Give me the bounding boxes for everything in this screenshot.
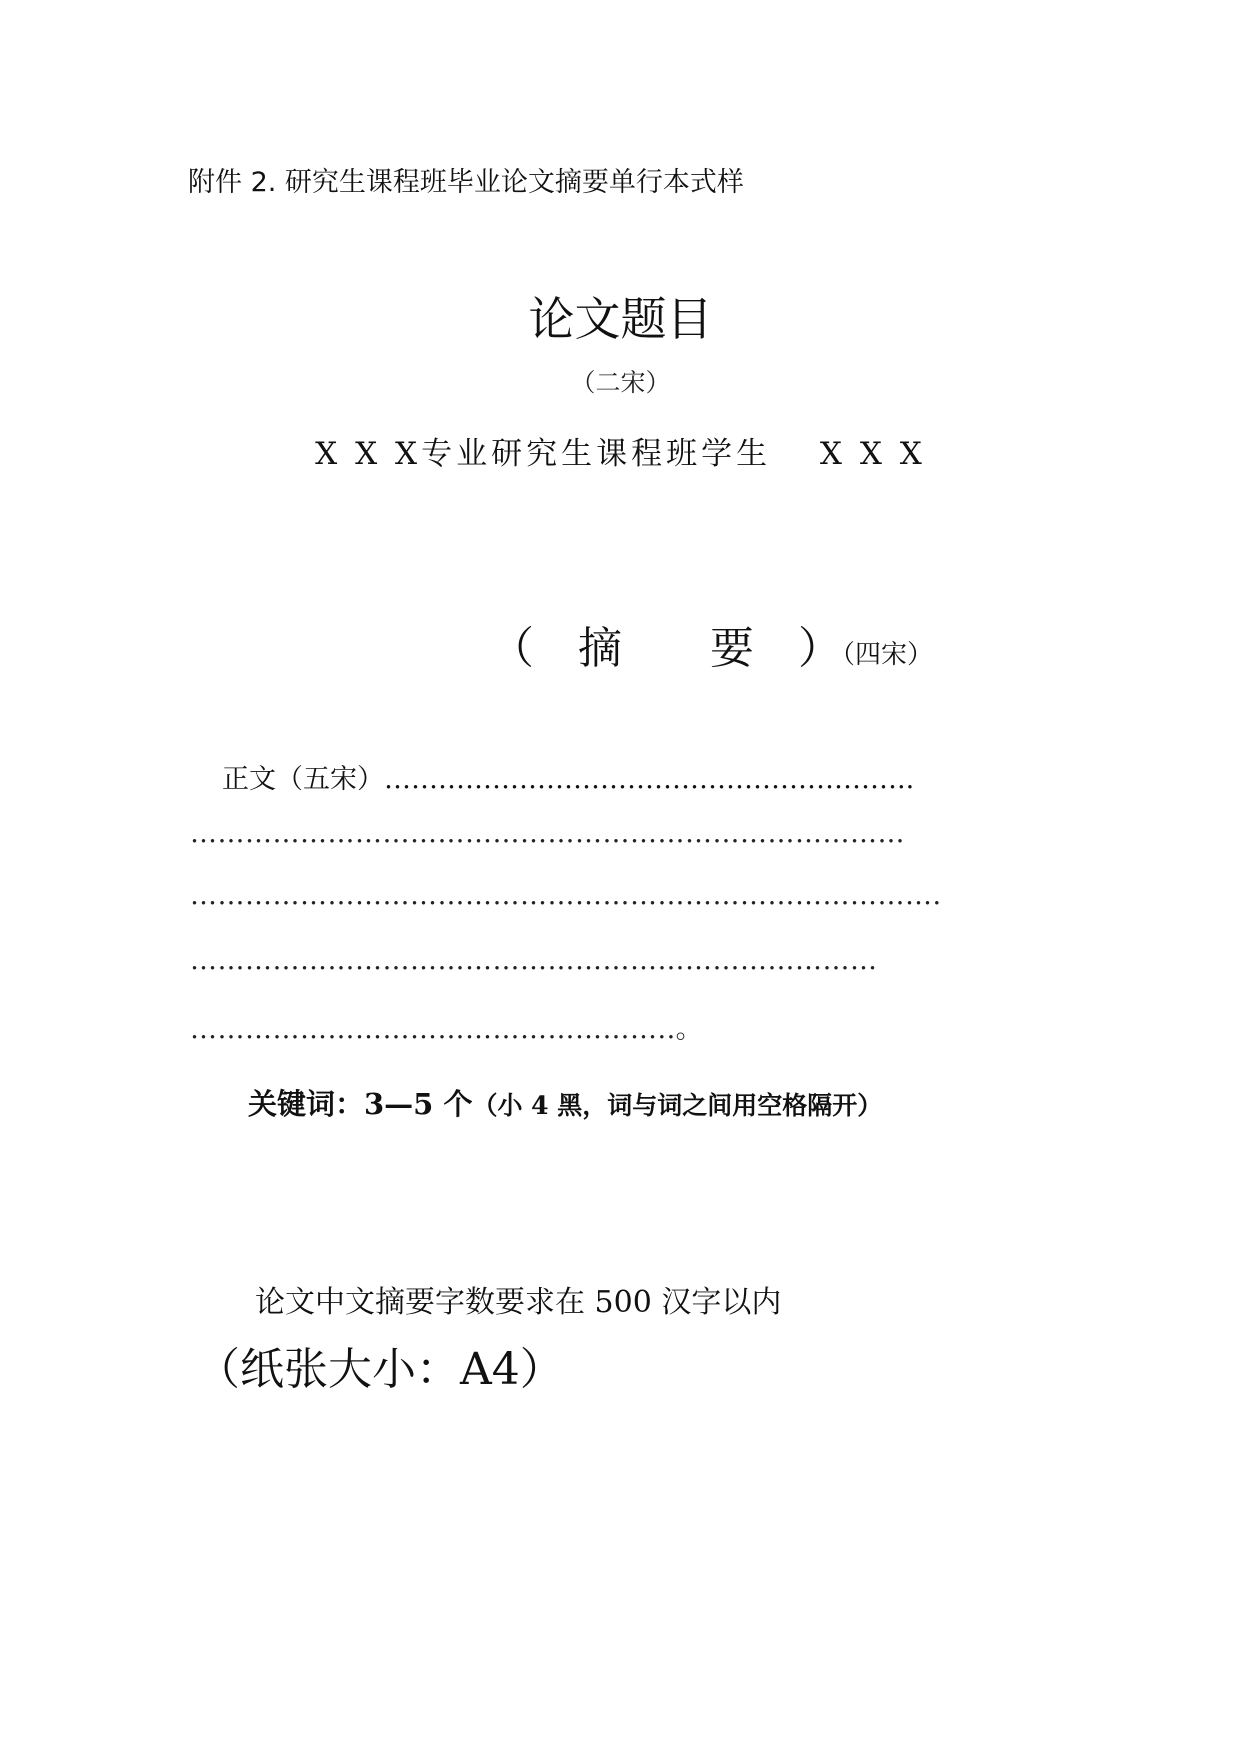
keywords-note: （小 4 黑，词与词之间用空格隔开） (472, 1091, 883, 1120)
paper-title: 论文题目 (528, 292, 713, 346)
keywords-label: 关键词：3—5 个 (248, 1087, 473, 1121)
abstract-heading-text: （ 摘 要 ） (490, 623, 842, 674)
abstract-font-note: （四宋） (842, 640, 934, 670)
abstract-heading (490, 612, 933, 676)
abstract-body-line: …………………………………………………………………… (190, 818, 905, 849)
attachment-label: 附件 2. 研究生课程班毕业论文摘要单行本式样 (188, 167, 744, 198)
keywords-line (248, 1082, 882, 1123)
title-font-note: （二宋） (570, 368, 671, 397)
abstract-body-line: ………………………………………………………………………. (190, 880, 942, 911)
word-limit-note: 论文中文摘要字数要求在 500 汉字以内 (255, 1285, 782, 1320)
abstract-body-line: ………………………………………………………………… (190, 945, 878, 976)
abstract-body-first-line: 正文（五宋）………………………………………………….. (222, 764, 915, 795)
author-line: X X X专业研究生课程班学生 X X X (315, 436, 926, 472)
paper-size-note: （纸张大小：A4） (196, 1344, 564, 1395)
abstract-body-line: ……………………………………………..。 (190, 1014, 704, 1045)
